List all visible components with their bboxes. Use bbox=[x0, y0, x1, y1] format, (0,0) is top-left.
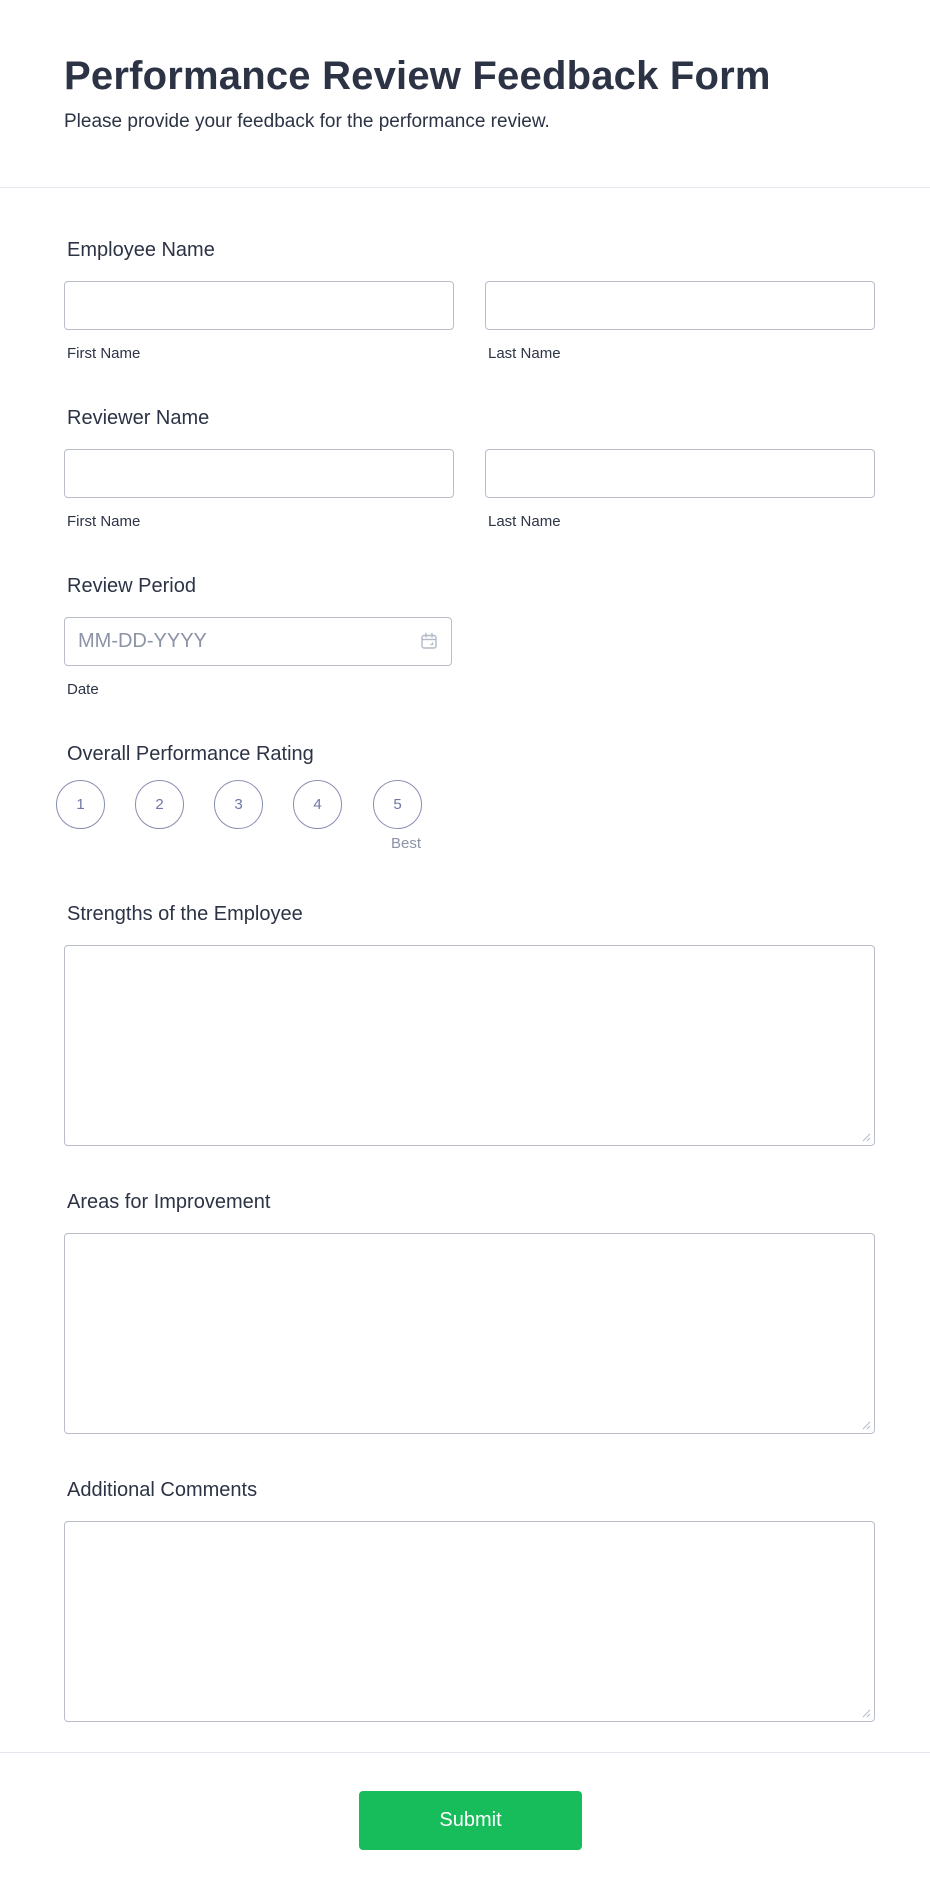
employee-name-label: Employee Name bbox=[67, 239, 215, 261]
reviewer-first-name-sublabel: First Name bbox=[67, 513, 141, 530]
rating-option-4[interactable]: 4 bbox=[293, 780, 342, 829]
resize-handle-icon[interactable] bbox=[861, 1708, 871, 1718]
date-placeholder: MM-DD-YYYY bbox=[78, 630, 207, 652]
strengths-label: Strengths of the Employee bbox=[67, 903, 303, 925]
reviewer-name-label: Reviewer Name bbox=[67, 407, 210, 429]
rating-options bbox=[64, 780, 875, 860]
resize-handle-icon[interactable] bbox=[861, 1420, 871, 1430]
rating-label: Overall Performance Rating bbox=[67, 743, 314, 765]
employee-first-name-col bbox=[64, 281, 454, 363]
reviewer-first-name-col bbox=[64, 449, 454, 531]
resize-handle-icon[interactable] bbox=[861, 1132, 871, 1142]
review-period-date-input[interactable] bbox=[64, 617, 452, 666]
reviewer-name-field bbox=[64, 406, 875, 531]
form-header bbox=[0, 0, 930, 188]
employee-first-name-input[interactable] bbox=[64, 281, 454, 330]
employee-first-name-sublabel: First Name bbox=[67, 345, 141, 362]
reviewer-last-name-sublabel: Last Name bbox=[488, 513, 561, 530]
rating-option-5[interactable]: 5 bbox=[373, 780, 422, 829]
employee-name-row bbox=[64, 281, 875, 363]
improvement-label: Areas for Improvement bbox=[67, 1191, 271, 1213]
reviewer-name-row bbox=[64, 449, 875, 531]
comments-label: Additional Comments bbox=[67, 1479, 258, 1501]
employee-last-name-col bbox=[485, 281, 875, 363]
strengths-field bbox=[64, 902, 875, 1146]
strengths-textarea[interactable] bbox=[64, 945, 875, 1146]
comments-field bbox=[64, 1478, 875, 1722]
improvement-field bbox=[64, 1190, 875, 1434]
rating-option-2[interactable]: 2 bbox=[135, 780, 184, 829]
employee-last-name-sublabel: Last Name bbox=[488, 345, 561, 362]
rating-field bbox=[64, 742, 875, 860]
review-period-label: Review Period bbox=[67, 575, 196, 597]
reviewer-first-name-input[interactable] bbox=[64, 449, 454, 498]
employee-last-name-input[interactable] bbox=[485, 281, 875, 330]
improvement-textarea[interactable] bbox=[64, 1233, 875, 1434]
form-subtitle: Please provide your feedback for the performance review. bbox=[64, 111, 550, 132]
rating-best-label: Best bbox=[391, 835, 422, 852]
review-period-field bbox=[64, 574, 875, 699]
submit-button[interactable]: Submit bbox=[359, 1791, 582, 1850]
reviewer-last-name-input[interactable] bbox=[485, 449, 875, 498]
reviewer-last-name-col bbox=[485, 449, 875, 531]
form-title: Performance Review Feedback Form bbox=[64, 54, 771, 98]
form-footer bbox=[0, 1752, 930, 1900]
calendar-icon[interactable] bbox=[420, 632, 438, 650]
review-period-sublabel: Date bbox=[67, 681, 99, 698]
employee-name-field bbox=[64, 238, 875, 363]
rating-option-3[interactable]: 3 bbox=[214, 780, 263, 829]
comments-textarea[interactable] bbox=[64, 1521, 875, 1722]
rating-option-1[interactable]: 1 bbox=[56, 780, 105, 829]
